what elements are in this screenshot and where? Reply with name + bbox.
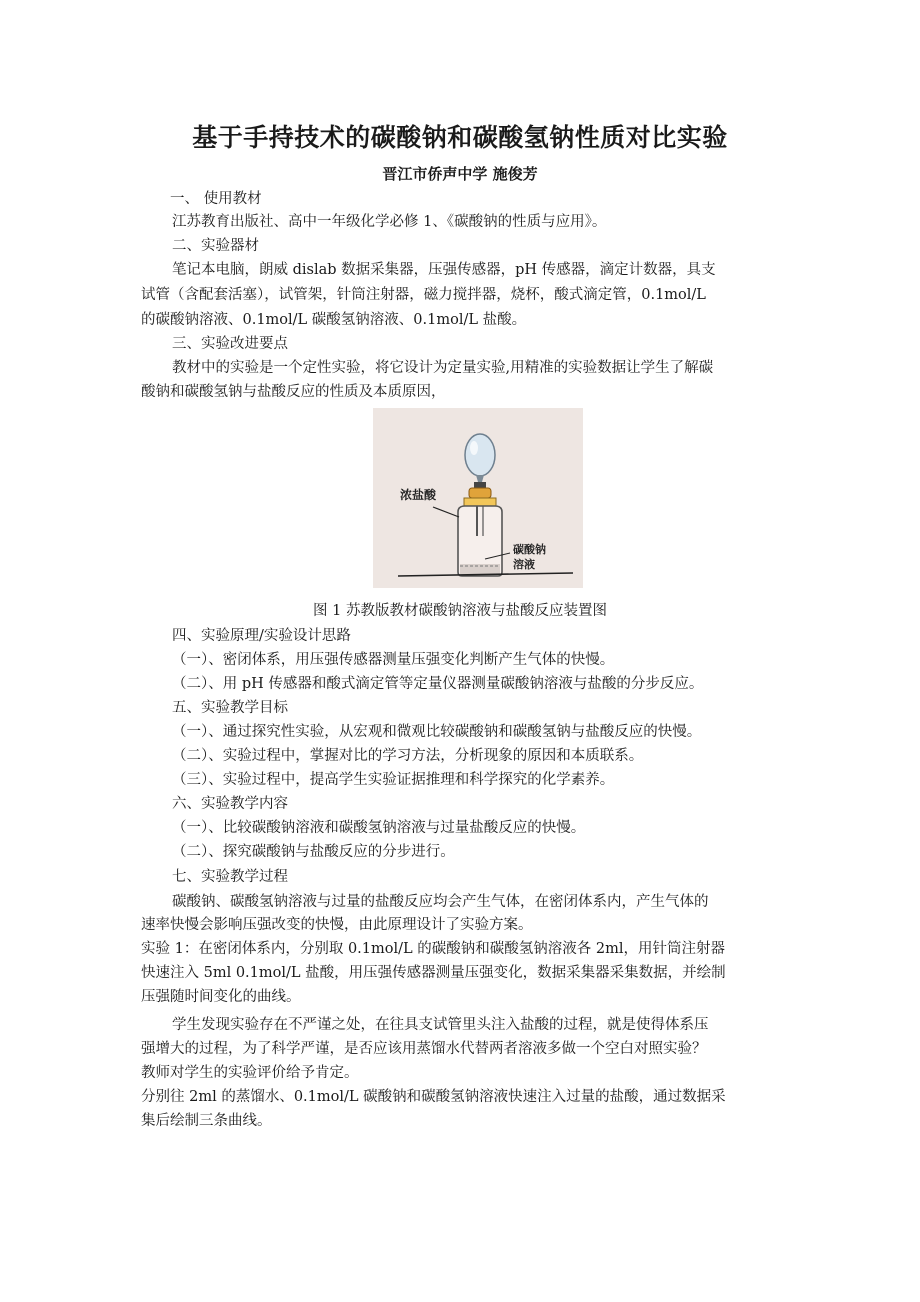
section-heading-1: 一、 使用教材 (170, 191, 262, 207)
list-item: （一）、通过探究性实验，从宏观和微观比较碳酸钠和碳酸氢钠与盐酸反应的快慢。 (172, 724, 702, 740)
list-item: （一）、密闭体系，用压强传感器测量压强变化判断产生气体的快慢。 (172, 652, 615, 668)
label-solution-1: 碳酸钠 (513, 543, 546, 556)
balloon-highlight (470, 441, 478, 455)
list-item: （一）、比较碳酸钠溶液和碳酸氢钠溶液与过量盐酸反应的快慢。 (172, 820, 586, 836)
figure-caption: 图 1 苏教版教材碳酸钠溶液与盐酸反应装置图 (313, 603, 607, 619)
list-item: （三）、实验过程中，提高学生实验证据推理和科学探究的化学素养。 (172, 772, 615, 788)
list-item: （二）、实验过程中，掌握对比的学习方法，分析现象的原因和本质联系。 (172, 748, 644, 764)
page-title: 基于手持技术的碳酸钠和碳酸氢钠性质对比实验 (192, 123, 728, 152)
section-heading-6: 六、实验教学内容 (172, 796, 288, 812)
paragraph-line: 的碳酸钠溶液、0.1mol/L 碳酸氢钠溶液、0.1mol/L 盐酸。 (141, 312, 527, 328)
paragraph-line: 教材中的实验是一个定性实验，将它设计为定量实验,用精准的实验数据让学生了解碳 (172, 360, 714, 376)
paragraph-line: 集后绘制三条曲线。 (141, 1113, 272, 1129)
section-heading-4: 四、实验原理/实验设计思路 (172, 628, 351, 644)
paragraph-line: 快速注入 5ml 0.1mol/L 盐酸，用压强传感器测量压强变化，数据采集器采集数据，并绘制 (141, 965, 726, 981)
paragraph-line: 江苏教育出版社、高中一年级化学必修 1、《碳酸钠的性质与应用》。 (172, 214, 607, 230)
paragraph-line: 速率快慢会影响压强改变的快慢，由此原理设计了实验方案。 (141, 917, 533, 933)
balloon-tie (474, 482, 486, 488)
paragraph-line: 笔记本电脑，朗威 dislab 数据采集器，压强传感器，pH 传感器，滴定计数器，具支 (172, 262, 716, 278)
section-heading-7: 七、实验教学过程 (172, 869, 288, 885)
paragraph-line: 实验 1：在密闭体系内，分别取 0.1mol/L 的碳酸钠和碳酸氢钠溶液各 2ml，用针筒注射器 (141, 941, 725, 957)
paragraph-line: 学生发现实验存在不严谨之处，在往具支试管里头注入盐酸的过程，就是使得体系压 (172, 1017, 709, 1033)
bottle-cap (464, 498, 496, 506)
section-heading-3: 三、实验改进要点 (172, 336, 288, 352)
paragraph-line: 分别往 2ml 的蒸馏水、0.1mol/L 碳酸钠和碳酸氢钠溶液快速注入过量的盐酸，通过数据采 (141, 1089, 726, 1105)
paragraph-line: 碳酸钠、碳酸氢钠溶液与过量的盐酸反应均会产生气体，在密闭体系内，产生气体的 (172, 894, 709, 910)
section-heading-5: 五、实验教学目标 (172, 700, 288, 716)
paragraph-line: 酸钠和碳酸氢钠与盐酸反应的性质及本质原因， (141, 384, 446, 400)
label-solution-2: 溶液 (513, 558, 535, 571)
apparatus-figure (373, 408, 583, 588)
paragraph-line: 强增大的过程，为了科学严谨，是否应该用蒸馏水代替两者溶液多做一个空白对照实验？ (141, 1041, 707, 1057)
label-acid: 浓盐酸 (400, 488, 437, 502)
section-heading-2: 二、实验器材 (172, 238, 259, 254)
balloon-icon (465, 434, 495, 476)
dropper-bulb (469, 488, 491, 498)
paragraph-line: 压强随时间变化的曲线。 (141, 989, 301, 1005)
paragraph-line: 试管（含配套活塞），试管架，针筒注射器，磁力搅拌器，烧杯，酸式滴定管，0.1mol/L (141, 287, 706, 303)
list-item: （二）、探究碳酸钠与盐酸反应的分步进行。 (172, 844, 455, 860)
author-line: 晋江市侨声中学 施俊芳 (382, 165, 538, 183)
list-item: （二）、用 pH 传感器和酸式滴定管等定量仪器测量碳酸钠溶液与盐酸的分步反应。 (172, 676, 704, 692)
paragraph-line: 教师对学生的实验评价给予肯定。 (141, 1065, 359, 1081)
apparatus-illustration (373, 408, 583, 588)
